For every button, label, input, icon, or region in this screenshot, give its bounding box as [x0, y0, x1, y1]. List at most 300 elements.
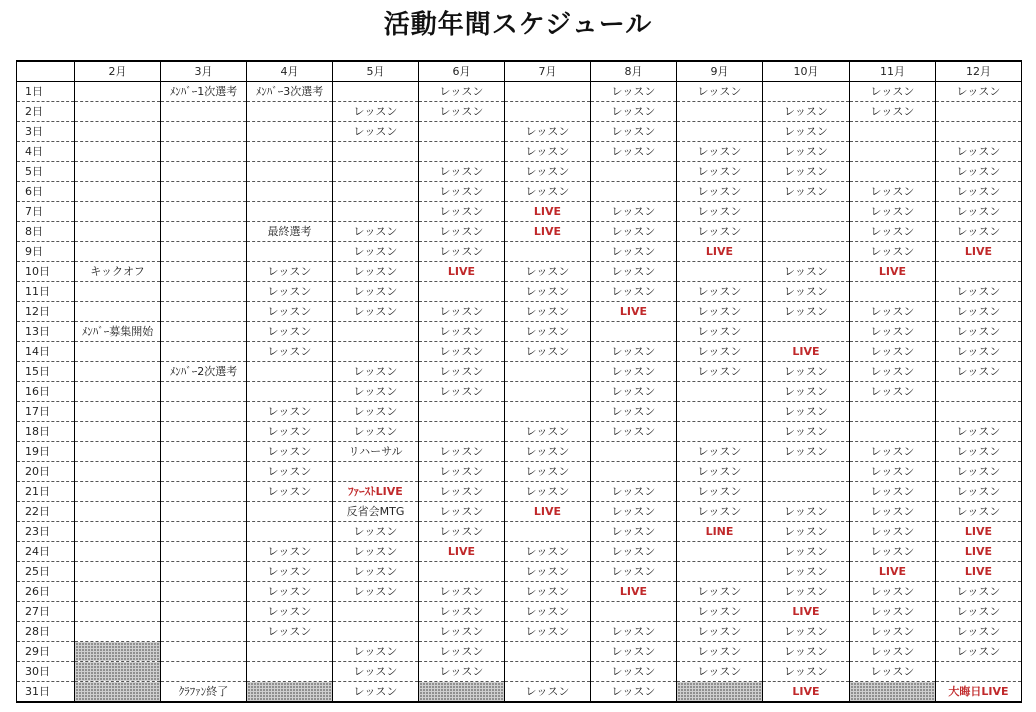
- day-label: 26日: [17, 582, 75, 602]
- day-label: 31日: [17, 682, 75, 703]
- day-label: 6日: [17, 182, 75, 202]
- schedule-cell: [161, 122, 247, 142]
- schedule-cell: LIVE: [936, 542, 1022, 562]
- schedule-cell: [505, 82, 591, 102]
- schedule-cell: レッスン: [419, 582, 505, 602]
- month-header: 12月: [936, 61, 1022, 82]
- schedule-cell: [161, 302, 247, 322]
- schedule-cell: [677, 422, 763, 442]
- schedule-cell: LIVE: [763, 602, 850, 622]
- schedule-cell: レッスン: [419, 222, 505, 242]
- schedule-cell: レッスン: [850, 382, 936, 402]
- schedule-cell: レッスン: [763, 302, 850, 322]
- schedule-cell: [247, 102, 333, 122]
- schedule-cell: レッスン: [591, 362, 677, 382]
- schedule-cell: [591, 162, 677, 182]
- schedule-cell: [763, 82, 850, 102]
- schedule-cell: レッスン: [936, 82, 1022, 102]
- schedule-cell: レッスン: [763, 422, 850, 442]
- schedule-cell: [161, 522, 247, 542]
- schedule-cell: [677, 102, 763, 122]
- schedule-cell: [75, 682, 161, 703]
- schedule-cell: [161, 382, 247, 402]
- schedule-cell: レッスン: [247, 302, 333, 322]
- day-label: 22日: [17, 502, 75, 522]
- schedule-cell: レッスン: [591, 342, 677, 362]
- schedule-cell: レッスン: [763, 502, 850, 522]
- schedule-cell: [161, 542, 247, 562]
- schedule-cell: レッスン: [936, 162, 1022, 182]
- month-header: 8月: [591, 61, 677, 82]
- schedule-cell: LIVE: [419, 542, 505, 562]
- schedule-cell: [936, 382, 1022, 402]
- schedule-cell: レッスン: [850, 242, 936, 262]
- schedule-cell: [75, 442, 161, 462]
- schedule-cell: [333, 462, 419, 482]
- schedule-cell: LIVE: [505, 222, 591, 242]
- schedule-cell: レッスン: [677, 362, 763, 382]
- schedule-cell: [161, 642, 247, 662]
- schedule-cell: [75, 222, 161, 242]
- month-header: 10月: [763, 61, 850, 82]
- schedule-cell: [161, 482, 247, 502]
- schedule-cell: LIVE: [936, 522, 1022, 542]
- schedule-cell: レッスン: [936, 582, 1022, 602]
- schedule-cell: レッスン: [505, 682, 591, 703]
- table-row: [17, 422, 1022, 442]
- schedule-cell: レッスン: [677, 142, 763, 162]
- schedule-cell: [763, 322, 850, 342]
- schedule-cell: レッスン: [763, 362, 850, 382]
- schedule-cell: [75, 142, 161, 162]
- schedule-cell: [161, 442, 247, 462]
- schedule-cell: レッスン: [333, 302, 419, 322]
- schedule-cell: [419, 282, 505, 302]
- schedule-cell: レッスン: [763, 382, 850, 402]
- day-label: 3日: [17, 122, 75, 142]
- schedule-cell: [505, 402, 591, 422]
- table-row: [17, 282, 1022, 302]
- schedule-cell: [505, 382, 591, 402]
- schedule-cell: LIVE: [505, 202, 591, 222]
- schedule-cell: レッスン: [936, 342, 1022, 362]
- schedule-cell: レッスン: [850, 362, 936, 382]
- schedule-cell: レッスン: [419, 342, 505, 362]
- schedule-cell: レッスン: [936, 202, 1022, 222]
- schedule-cell: レッスン: [591, 542, 677, 562]
- schedule-cell: レッスン: [333, 522, 419, 542]
- schedule-cell: LIVE: [936, 562, 1022, 582]
- schedule-cell: [161, 182, 247, 202]
- schedule-cell: レッスン: [677, 622, 763, 642]
- schedule-cell: レッスン: [850, 302, 936, 322]
- schedule-cell: [333, 622, 419, 642]
- schedule-cell: [763, 202, 850, 222]
- schedule-cell: レッスン: [419, 382, 505, 402]
- table-row: [17, 582, 1022, 602]
- schedule-cell: [763, 242, 850, 262]
- schedule-cell: [333, 342, 419, 362]
- schedule-cell: [677, 682, 763, 703]
- schedule-cell: レッスン: [591, 502, 677, 522]
- schedule-cell: [591, 602, 677, 622]
- schedule-cell: レッスン: [591, 682, 677, 703]
- schedule-cell: [161, 602, 247, 622]
- month-header: 11月: [850, 61, 936, 82]
- schedule-cell: [591, 462, 677, 482]
- schedule-cell: リハーサル: [333, 442, 419, 462]
- schedule-cell: レッスン: [591, 562, 677, 582]
- table-row: [17, 142, 1022, 162]
- schedule-cell: [161, 622, 247, 642]
- schedule-cell: レッスン: [333, 122, 419, 142]
- schedule-cell: [75, 662, 161, 682]
- schedule-cell: レッスン: [333, 662, 419, 682]
- day-label: 2日: [17, 102, 75, 122]
- schedule-cell: [161, 142, 247, 162]
- day-label: 16日: [17, 382, 75, 402]
- table-row: [17, 302, 1022, 322]
- schedule-cell: レッスン: [333, 262, 419, 282]
- schedule-cell: LIVE: [936, 242, 1022, 262]
- schedule-cell: レッスン: [419, 482, 505, 502]
- schedule-cell: レッスン: [419, 522, 505, 542]
- schedule-cell: レッスン: [505, 122, 591, 142]
- schedule-cell: レッスン: [591, 282, 677, 302]
- schedule-cell: レッスン: [247, 442, 333, 462]
- table-row: [17, 402, 1022, 422]
- table-row: [17, 502, 1022, 522]
- schedule-cell: レッスン: [505, 262, 591, 282]
- schedule-cell: [75, 422, 161, 442]
- schedule-cell: レッスン: [591, 202, 677, 222]
- schedule-cell: レッスン: [505, 542, 591, 562]
- schedule-cell: レッスン: [505, 302, 591, 322]
- schedule-cell: [333, 162, 419, 182]
- schedule-cell: [247, 662, 333, 682]
- schedule-cell: [419, 422, 505, 442]
- schedule-cell: レッスン: [333, 582, 419, 602]
- day-label: 13日: [17, 322, 75, 342]
- schedule-cell: レッスン: [936, 482, 1022, 502]
- schedule-cell: [75, 402, 161, 422]
- schedule-cell: レッスン: [850, 502, 936, 522]
- month-header: 5月: [333, 61, 419, 82]
- schedule-cell: レッスン: [333, 362, 419, 382]
- table-row: [17, 342, 1022, 362]
- schedule-cell: ﾒﾝﾊﾞｰ2次選考: [161, 362, 247, 382]
- schedule-cell: レッスン: [850, 582, 936, 602]
- schedule-cell: レッスン: [850, 222, 936, 242]
- schedule-cell: レッスン: [936, 502, 1022, 522]
- schedule-cell: レッスン: [936, 362, 1022, 382]
- schedule-cell: ﾒﾝﾊﾞｰ募集開始: [75, 322, 161, 342]
- schedule-cell: レッスン: [936, 462, 1022, 482]
- day-label: 8日: [17, 222, 75, 242]
- schedule-cell: [763, 222, 850, 242]
- schedule-cell: [247, 242, 333, 262]
- schedule-cell: レッスン: [850, 642, 936, 662]
- schedule-cell: [936, 402, 1022, 422]
- schedule-cell: レッスン: [763, 402, 850, 422]
- schedule-cell: [591, 322, 677, 342]
- schedule-cell: レッスン: [333, 682, 419, 703]
- schedule-cell: [161, 402, 247, 422]
- schedule-cell: [419, 562, 505, 582]
- schedule-cell: レッスン: [333, 642, 419, 662]
- schedule-cell: レッスン: [677, 202, 763, 222]
- schedule-cell: レッスン: [247, 422, 333, 442]
- schedule-cell: レッスン: [591, 222, 677, 242]
- table-row: [17, 602, 1022, 622]
- schedule-cell: [75, 162, 161, 182]
- schedule-cell: レッスン: [850, 522, 936, 542]
- schedule-cell: レッスン: [333, 542, 419, 562]
- schedule-cell: レッスン: [419, 202, 505, 222]
- schedule-cell: レッスン: [591, 482, 677, 502]
- schedule-cell: [505, 242, 591, 262]
- schedule-cell: [677, 382, 763, 402]
- schedule-cell: [247, 522, 333, 542]
- schedule-cell: [75, 542, 161, 562]
- day-label: 9日: [17, 242, 75, 262]
- month-header: 4月: [247, 61, 333, 82]
- schedule-cell: [161, 202, 247, 222]
- schedule-cell: [75, 382, 161, 402]
- schedule-cell: [161, 582, 247, 602]
- schedule-cell: [75, 562, 161, 582]
- schedule-cell: [75, 302, 161, 322]
- schedule-cell: [75, 282, 161, 302]
- schedule-cell: レッスン: [247, 622, 333, 642]
- schedule-cell: レッスン: [850, 442, 936, 462]
- schedule-cell: レッスン: [591, 82, 677, 102]
- table-row: [17, 462, 1022, 482]
- schedule-cell: レッスン: [763, 642, 850, 662]
- schedule-cell: レッスン: [505, 342, 591, 362]
- schedule-cell: [850, 422, 936, 442]
- day-label: 28日: [17, 622, 75, 642]
- schedule-cell: [75, 462, 161, 482]
- schedule-cell: レッスン: [936, 222, 1022, 242]
- table-row: [17, 622, 1022, 642]
- schedule-cell: レッスン: [591, 642, 677, 662]
- schedule-cell: [850, 402, 936, 422]
- schedule-cell: LIVE: [505, 502, 591, 522]
- schedule-cell: レッスン: [505, 182, 591, 202]
- schedule-cell: [247, 682, 333, 703]
- day-label: 24日: [17, 542, 75, 562]
- schedule-cell: レッスン: [247, 462, 333, 482]
- schedule-cell: レッスン: [763, 622, 850, 642]
- schedule-cell: [247, 502, 333, 522]
- schedule-cell: [850, 122, 936, 142]
- schedule-cell: [419, 682, 505, 703]
- schedule-cell: [936, 262, 1022, 282]
- schedule-cell: レッスン: [936, 602, 1022, 622]
- schedule-cell: レッスン: [763, 122, 850, 142]
- schedule-cell: レッスン: [333, 242, 419, 262]
- schedule-cell: レッスン: [763, 542, 850, 562]
- schedule-cell: レッスン: [419, 642, 505, 662]
- schedule-cell: レッスン: [505, 442, 591, 462]
- schedule-cell: ﾒﾝﾊﾞｰ1次選考: [161, 82, 247, 102]
- schedule-cell: レッスン: [677, 482, 763, 502]
- schedule-cell: [75, 202, 161, 222]
- schedule-cell: レッスン: [591, 382, 677, 402]
- schedule-cell: LINE: [677, 522, 763, 542]
- schedule-cell: レッスン: [936, 142, 1022, 162]
- schedule-cell: [75, 622, 161, 642]
- schedule-cell: [505, 662, 591, 682]
- schedule-cell: レッスン: [936, 282, 1022, 302]
- schedule-cell: レッスン: [333, 102, 419, 122]
- schedule-cell: [161, 342, 247, 362]
- table-row: [17, 182, 1022, 202]
- schedule-cell: [161, 562, 247, 582]
- day-label: 23日: [17, 522, 75, 542]
- schedule-cell: レッスン: [591, 402, 677, 422]
- schedule-cell: [936, 102, 1022, 122]
- schedule-cell: [75, 502, 161, 522]
- schedule-cell: [591, 182, 677, 202]
- schedule-cell: レッスン: [763, 262, 850, 282]
- schedule-cell: レッスン: [591, 262, 677, 282]
- schedule-cell: [677, 262, 763, 282]
- schedule-cell: レッスン: [419, 502, 505, 522]
- day-label: 12日: [17, 302, 75, 322]
- day-label: 21日: [17, 482, 75, 502]
- schedule-cell: レッスン: [419, 322, 505, 342]
- schedule-cell: レッスン: [505, 622, 591, 642]
- schedule-cell: レッスン: [419, 362, 505, 382]
- schedule-cell: レッスン: [591, 142, 677, 162]
- schedule-cell: レッスン: [850, 342, 936, 362]
- schedule-cell: レッスン: [850, 102, 936, 122]
- schedule-cell: レッスン: [677, 342, 763, 362]
- schedule-cell: LIVE: [763, 342, 850, 362]
- schedule-cell: レッスン: [936, 642, 1022, 662]
- schedule-cell: レッスン: [505, 282, 591, 302]
- schedule-cell: レッスン: [419, 662, 505, 682]
- schedule-cell: [850, 282, 936, 302]
- schedule-cell: レッスン: [505, 422, 591, 442]
- schedule-cell: レッスン: [333, 422, 419, 442]
- schedule-cell: レッスン: [850, 202, 936, 222]
- schedule-cell: レッスン: [936, 442, 1022, 462]
- schedule-cell: レッスン: [763, 562, 850, 582]
- schedule-cell: [75, 482, 161, 502]
- schedule-table: [16, 60, 1022, 703]
- schedule-cell: レッスン: [677, 582, 763, 602]
- schedule-cell: レッスン: [247, 322, 333, 342]
- table-row: [17, 242, 1022, 262]
- schedule-header: [17, 61, 1022, 82]
- schedule-cell: レッスン: [677, 82, 763, 102]
- schedule-cell: [161, 162, 247, 182]
- schedule-cell: キックオフ: [75, 262, 161, 282]
- schedule-cell: ﾌｧｰｽﾄLIVE: [333, 482, 419, 502]
- schedule-cell: [505, 362, 591, 382]
- schedule-cell: レッスン: [677, 462, 763, 482]
- schedule-cell: レッスン: [505, 602, 591, 622]
- schedule-cell: LIVE: [763, 682, 850, 703]
- schedule-cell: レッスン: [850, 602, 936, 622]
- schedule-cell: LIVE: [677, 242, 763, 262]
- schedule-cell: レッスン: [850, 462, 936, 482]
- schedule-cell: レッスン: [677, 602, 763, 622]
- schedule-cell: LIVE: [419, 262, 505, 282]
- day-label: 5日: [17, 162, 75, 182]
- schedule-cell: レッスン: [936, 182, 1022, 202]
- schedule-cell: レッスン: [419, 162, 505, 182]
- schedule-cell: レッスン: [763, 442, 850, 462]
- schedule-cell: [161, 662, 247, 682]
- schedule-cell: [75, 362, 161, 382]
- day-label: 17日: [17, 402, 75, 422]
- schedule-cell: レッスン: [247, 342, 333, 362]
- schedule-cell: [161, 262, 247, 282]
- schedule-cell: LIVE: [850, 562, 936, 582]
- table-row: [17, 522, 1022, 542]
- schedule-cell: レッスン: [677, 282, 763, 302]
- schedule-cell: [936, 662, 1022, 682]
- schedule-cell: [247, 642, 333, 662]
- schedule-cell: [505, 522, 591, 542]
- schedule-cell: [505, 642, 591, 662]
- schedule-cell: レッスン: [505, 322, 591, 342]
- schedule-cell: [161, 222, 247, 242]
- schedule-cell: レッスン: [677, 182, 763, 202]
- schedule-cell: レッスン: [419, 302, 505, 322]
- schedule-cell: [75, 642, 161, 662]
- table-row: [17, 482, 1022, 502]
- schedule-cell: レッスン: [763, 102, 850, 122]
- month-header: 7月: [505, 61, 591, 82]
- schedule-cell: レッスン: [763, 162, 850, 182]
- schedule-body: [17, 82, 1022, 703]
- schedule-cell: [161, 242, 247, 262]
- page-title: 活動年間スケジュール: [383, 10, 653, 40]
- schedule-cell: レッスン: [419, 622, 505, 642]
- schedule-cell: レッスン: [763, 662, 850, 682]
- schedule-cell: レッスン: [591, 662, 677, 682]
- schedule-cell: レッスン: [850, 622, 936, 642]
- schedule-cell: レッスン: [505, 162, 591, 182]
- schedule-cell: [75, 122, 161, 142]
- table-row: [17, 562, 1022, 582]
- schedule-cell: [850, 682, 936, 703]
- schedule-cell: [161, 102, 247, 122]
- schedule-cell: レッスン: [763, 522, 850, 542]
- schedule-cell: [419, 142, 505, 162]
- schedule-cell: [936, 122, 1022, 142]
- schedule-cell: レッスン: [591, 122, 677, 142]
- schedule-cell: [161, 502, 247, 522]
- schedule-cell: レッスン: [677, 662, 763, 682]
- schedule-cell: LIVE: [591, 582, 677, 602]
- schedule-cell: レッスン: [677, 322, 763, 342]
- schedule-cell: [333, 142, 419, 162]
- schedule-cell: レッスン: [247, 602, 333, 622]
- table-row: [17, 162, 1022, 182]
- day-label: 25日: [17, 562, 75, 582]
- day-label: 11日: [17, 282, 75, 302]
- schedule-cell: ｸﾗﾌｧﾝ終了: [161, 682, 247, 703]
- schedule-cell: [419, 122, 505, 142]
- schedule-cell: [75, 182, 161, 202]
- schedule-cell: レッスン: [419, 462, 505, 482]
